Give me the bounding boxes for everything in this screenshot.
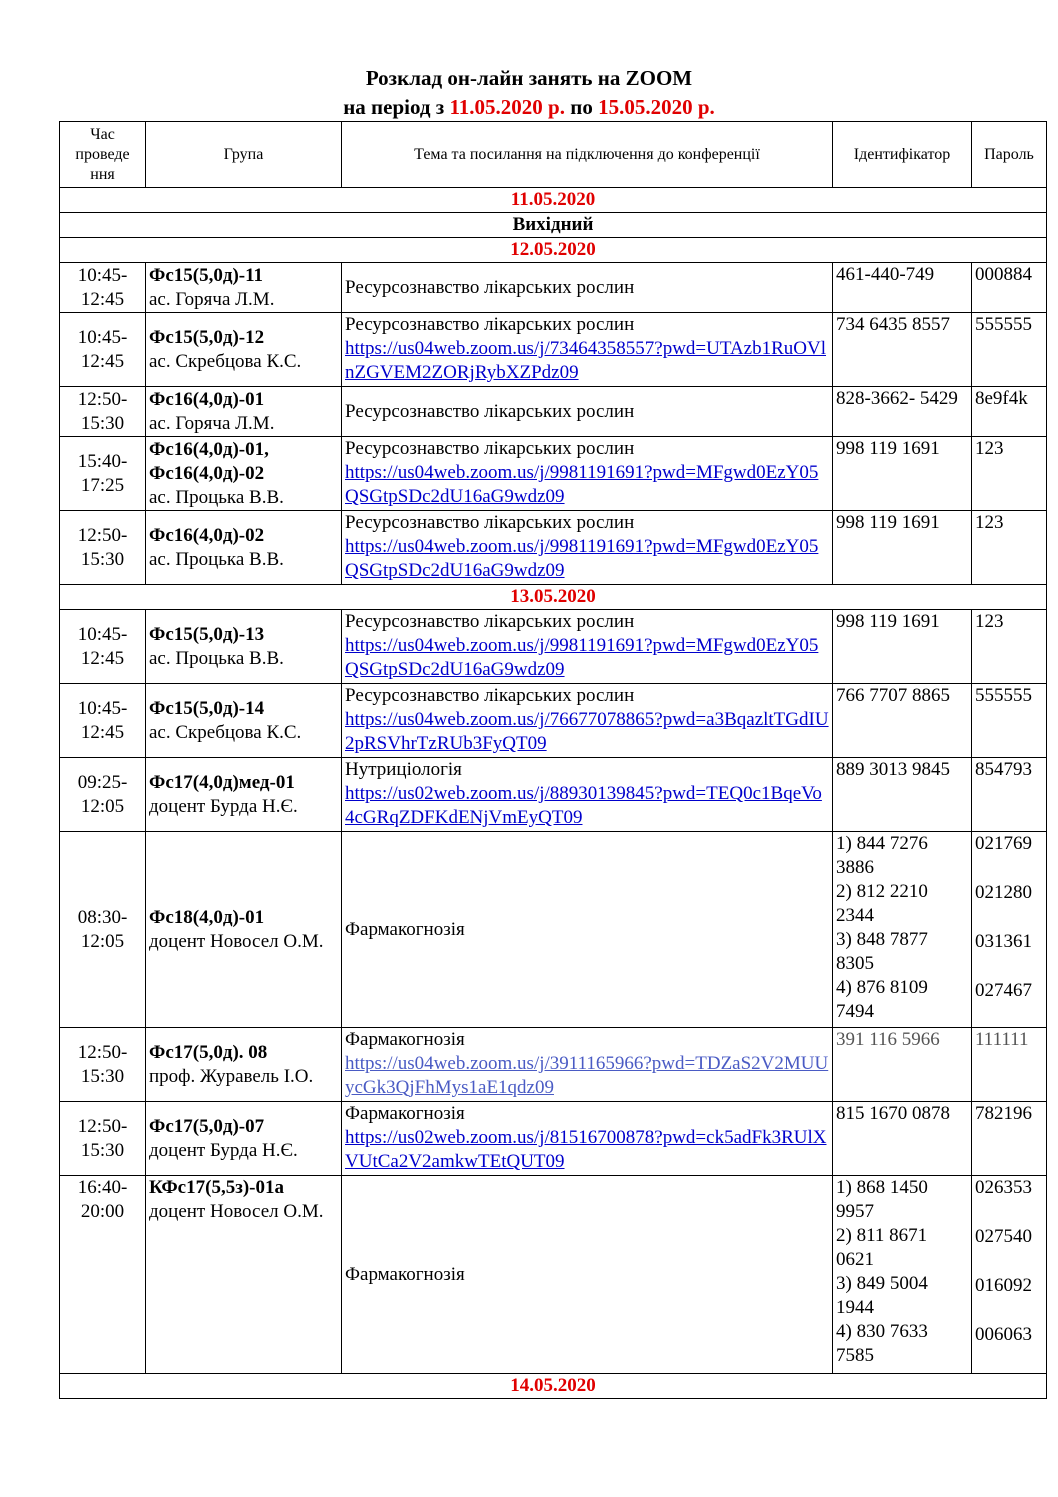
holiday-label: Вихідний (60, 213, 1047, 238)
password-cell: 555555 (972, 313, 1047, 387)
day-date: 13.05.2020 (60, 585, 1047, 610)
topic-cell (342, 758, 833, 832)
header-id: Ідентифікатор (833, 122, 972, 188)
id-cell: 391 116 5966 (833, 1028, 972, 1102)
time-cell: 12:50- 15:30 (60, 387, 146, 437)
zoom-link[interactable]: https://us04web.zoom.us/j/73464358557?pwd=UTAzb1RuOVlnZGVEM2ZORjRybXZPdz09 (345, 338, 827, 383)
password-cell: 555555 (972, 684, 1047, 758)
id-cell: 815 1670 0878 (833, 1102, 972, 1176)
topic-name: Ресурсознавство лікарських рослин (345, 512, 635, 533)
subtitle-prefix: на період з (343, 95, 450, 119)
time-cell: 16:40- 20:00 (60, 1176, 146, 1374)
header-group: Група (146, 122, 342, 188)
group-cell (146, 313, 342, 387)
conference-id: 1) 868 1450 9957 (836, 1177, 928, 1222)
topic-name: Фармакогнозія (345, 1029, 465, 1050)
conference-password: 021280 (975, 882, 1032, 903)
topic-cell: Фармакогнозія (342, 1176, 833, 1374)
table-row (60, 1176, 1047, 1374)
day-date: 11.05.2020 (60, 188, 1047, 213)
group-name: Фс16(4,0д)-01, Фс16(4,0д)-02 (149, 438, 269, 484)
password-cell (972, 1176, 1047, 1374)
group-name: КФс17(5,5з)-01а (149, 1177, 284, 1198)
table-row (60, 437, 1047, 511)
time-cell: 08:30- 12:05 (60, 832, 146, 1028)
teacher-name: ас. Процька В.В. (149, 647, 284, 669)
table-row (60, 610, 1047, 684)
conference-id: 1) 844 7276 3886 (836, 833, 928, 878)
password-cell: 123 (972, 511, 1047, 585)
teacher-name: ас. Горяча Л.М. (149, 288, 275, 310)
teacher-name: доцент Новосел О.М. (149, 930, 324, 952)
conference-password: 021769 (975, 833, 1032, 854)
day-row (60, 585, 1047, 610)
group-name: Фс17(4,0д)мед-01 (149, 771, 295, 793)
topic-cell (342, 684, 833, 758)
group-name: Фс16(4,0д)-02 (149, 524, 265, 546)
password-cell: 8e9f4k (972, 387, 1047, 437)
table-row (60, 313, 1047, 387)
subtitle-mid: по (564, 95, 599, 119)
conference-id: 3) 848 7877 8305 (836, 929, 928, 974)
table-row (60, 684, 1047, 758)
group-name: Фс15(5,0д)-13 (149, 623, 265, 645)
day-row (60, 238, 1047, 263)
group-cell (146, 610, 342, 684)
password-cell (972, 832, 1047, 1028)
topic-name: Ресурсознавство лікарських рослин (345, 611, 635, 632)
group-name: Фс15(5,0д)-11 (149, 264, 264, 286)
zoom-link[interactable]: https://us04web.zoom.us/j/76677078865?pwd=a3BqazltTGdIU2pRSVhrTzRUb3FyQT09 (345, 709, 829, 754)
id-cell: 998 119 1691 (833, 511, 972, 585)
group-name: Фс15(5,0д)-12 (149, 326, 265, 348)
group-cell (146, 437, 342, 511)
id-cell: 461-440-749 (833, 263, 972, 313)
day-row (60, 188, 1047, 213)
conference-id: 2) 812 2210 2344 (836, 881, 928, 926)
group-name: Фс16(4,0д)-01 (149, 388, 265, 410)
teacher-name: ас. Скребцова К.С. (149, 350, 302, 372)
teacher-name: доцент Бурда Н.Є. (149, 795, 298, 817)
table-row (60, 387, 1047, 437)
conference-password: 006063 (975, 1324, 1032, 1345)
zoom-link[interactable]: https://us04web.zoom.us/j/9981191691?pwd=MFgwd0EzY05QSGtpSDc2dU16aG9wdz09 (345, 462, 819, 507)
password-cell: 123 (972, 610, 1047, 684)
time-cell: 12:50- 15:30 (60, 1102, 146, 1176)
password-cell: 123 (972, 437, 1047, 511)
time-cell: 12:50- 15:30 (60, 511, 146, 585)
conference-id: 4) 830 7633 7585 (836, 1321, 928, 1366)
teacher-name: ас. Скребцова К.С. (149, 721, 302, 743)
id-cell: 889 3013 9845 (833, 758, 972, 832)
table-row (60, 758, 1047, 832)
header-topic: Тема та посилання на підключення до конференції (342, 122, 833, 188)
group-name: Фс18(4,0д)-01 (149, 906, 265, 928)
group-cell (146, 1102, 342, 1176)
table-row (60, 832, 1047, 1028)
conference-password: 016092 (975, 1275, 1032, 1296)
date-from: 11.05.2020 р. (449, 95, 565, 119)
topic-name: Нутриціологія (345, 759, 462, 780)
day-date: 12.05.2020 (60, 238, 1047, 263)
group-name: Фс17(5,0д)-07 (149, 1115, 265, 1137)
topic-cell (342, 313, 833, 387)
time-cell: 10:45- 12:45 (60, 263, 146, 313)
group-cell (146, 1028, 342, 1102)
group-cell (146, 684, 342, 758)
id-cell (833, 832, 972, 1028)
teacher-name: проф. Журавель І.О. (149, 1065, 314, 1087)
password-cell: 000884 (972, 263, 1047, 313)
id-cell: 766 7707 8865 (833, 684, 972, 758)
password-cell: 854793 (972, 758, 1047, 832)
topic-name: Ресурсознавство лікарських рослин (345, 438, 635, 459)
topic-cell: Ресурсознавство лікарських рослин (342, 263, 833, 313)
header-time: Час проведе ння (60, 122, 146, 188)
topic-cell (342, 437, 833, 511)
day-row (60, 1374, 1047, 1399)
table-row (60, 511, 1047, 585)
group-cell (146, 387, 342, 437)
conference-password: 026353 (975, 1177, 1032, 1198)
group-cell (146, 758, 342, 832)
table-row (60, 1028, 1047, 1102)
zoom-link[interactable]: https://us02web.zoom.us/j/81516700878?pwd=ck5adFk3RUlXVUtCa2V2amkwTEtQUT09 (345, 1127, 827, 1172)
page-subtitle (0, 95, 1058, 120)
conference-password: 031361 (975, 931, 1032, 952)
date-to: 15.05.2020 р. (598, 95, 715, 119)
conference-password: 027467 (975, 980, 1032, 1001)
zoom-link[interactable]: https://us04web.zoom.us/j/9981191691?pwd=MFgwd0EzY05QSGtpSDc2dU16aG9wdz09 (345, 635, 819, 680)
holiday-row (60, 213, 1047, 238)
teacher-name: доцент Новосел О.М. (149, 1201, 324, 1222)
conference-id: 2) 811 8671 0621 (836, 1225, 928, 1270)
id-cell: 998 119 1691 (833, 437, 972, 511)
time-cell: 10:45- 12:45 (60, 684, 146, 758)
topic-cell (342, 610, 833, 684)
zoom-link[interactable]: https://us04web.zoom.us/j/3911165966?pwd=TDZaS2V2MUUycGk3QjFhMys1aE1qdz09 (345, 1053, 829, 1098)
time-cell: 10:45- 12:45 (60, 313, 146, 387)
conference-id: 4) 876 8109 7494 (836, 977, 928, 1022)
header-row (60, 122, 1047, 188)
time-cell: 12:50- 15:30 (60, 1028, 146, 1102)
teacher-name: ас. Горяча Л.М. (149, 412, 275, 434)
zoom-link[interactable]: https://us04web.zoom.us/j/9981191691?pwd=MFgwd0EzY05QSGtpSDc2dU16aG9wdz09 (345, 536, 819, 581)
group-cell (146, 263, 342, 313)
topic-cell (342, 1028, 833, 1102)
id-cell: 734 6435 8557 (833, 313, 972, 387)
conference-password: 027540 (975, 1226, 1032, 1247)
teacher-name: доцент Бурда Н.Є. (149, 1139, 298, 1161)
table-row (60, 1102, 1047, 1176)
table-row (60, 263, 1047, 313)
id-cell (833, 1176, 972, 1374)
topic-name: Ресурсознавство лікарських рослин (345, 314, 635, 335)
time-cell: 09:25- 12:05 (60, 758, 146, 832)
conference-id: 3) 849 5004 1944 (836, 1273, 928, 1318)
time-cell: 10:45- 12:45 (60, 610, 146, 684)
page-title: Розклад он-лайн занять на ZOOM (365, 66, 693, 90)
zoom-link[interactable]: https://us02web.zoom.us/j/88930139845?pwd=TEQ0c1BqeVo4cGRqZDFKdENjVmEyQT09 (345, 783, 822, 828)
teacher-name: ас. Процька В.В. (149, 548, 284, 570)
topic-cell (342, 1102, 833, 1176)
topic-name: Ресурсознавство лікарських рослин (345, 685, 635, 706)
password-cell: 782196 (972, 1102, 1047, 1176)
id-cell: 828-3662- 5429 (833, 387, 972, 437)
topic-name: Фармакогнозія (345, 1103, 465, 1124)
schedule-table (59, 121, 1047, 1399)
day-date: 14.05.2020 (60, 1374, 1047, 1399)
topic-cell: Ресурсознавство лікарських рослин (342, 387, 833, 437)
id-cell: 998 119 1691 (833, 610, 972, 684)
password-cell: 111111 (972, 1028, 1047, 1102)
group-cell (146, 832, 342, 1028)
teacher-name: ас. Процька В.В. (149, 486, 284, 508)
topic-cell (342, 511, 833, 585)
header-password: Пароль (972, 122, 1047, 188)
time-cell: 15:40- 17:25 (60, 437, 146, 511)
group-cell (146, 1176, 342, 1374)
group-cell (146, 511, 342, 585)
topic-cell: Фармакогнозія (342, 832, 833, 1028)
group-name: Фс17(5,0д). 08 (149, 1041, 268, 1063)
group-name: Фс15(5,0д)-14 (149, 697, 265, 719)
